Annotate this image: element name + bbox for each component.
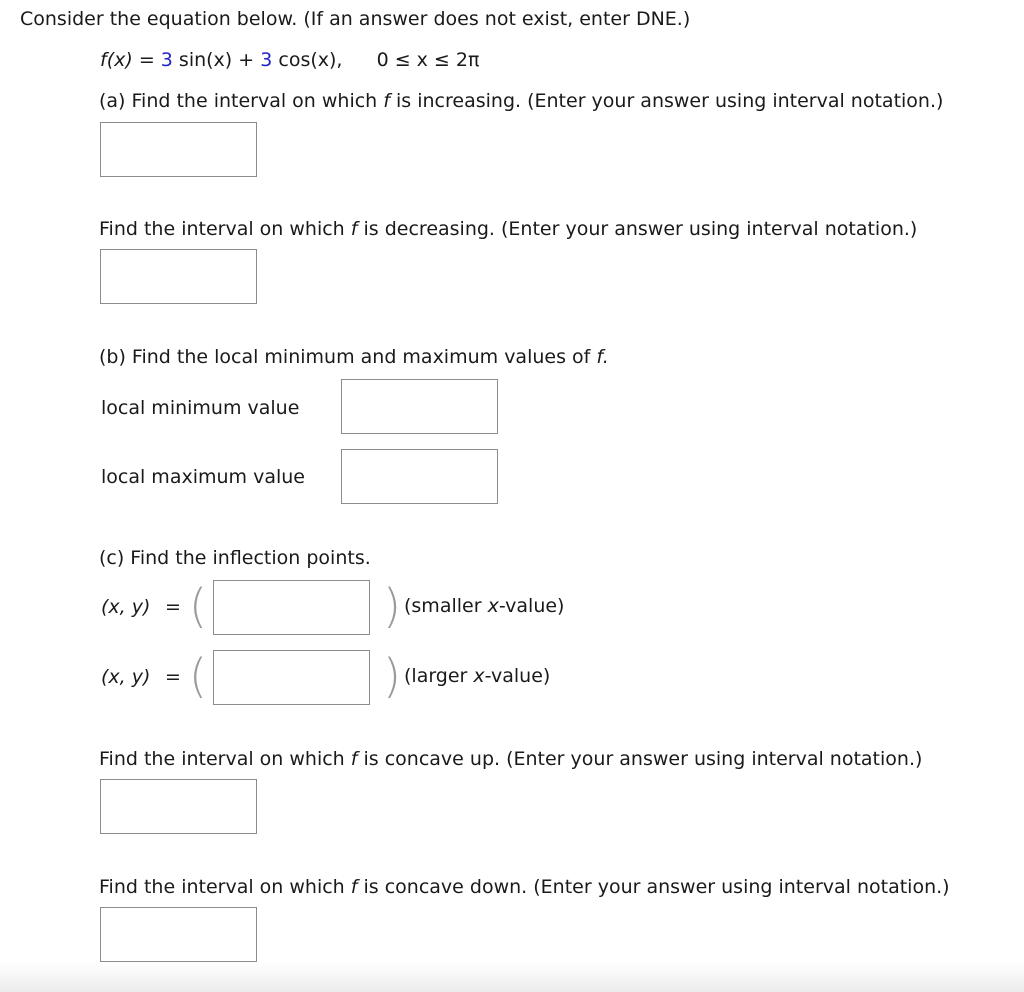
larger-x-note: (larger x-value)	[404, 665, 551, 687]
inflection-point-1-input[interactable]	[213, 580, 370, 635]
concave-down-interval-input[interactable]	[100, 907, 257, 962]
concave-down-question: Find the interval on which f is concave down. (Enter your answer using interval notation.)	[99, 876, 950, 898]
concave-up-interval-input[interactable]	[100, 779, 257, 834]
sin-term: sin(x)	[178, 49, 233, 71]
equals-sign-1: =	[165, 596, 181, 618]
inflection-point-2-input[interactable]	[213, 650, 370, 705]
local-max-label: local maximum value	[101, 466, 305, 488]
increasing-interval-input[interactable]	[100, 122, 257, 177]
decreasing-question: Find the interval on which f is decreasing. (Enter your answer using interval notation.)	[99, 218, 918, 240]
local-min-label: local minimum value	[101, 397, 300, 419]
local-min-input[interactable]	[341, 379, 498, 434]
left-paren-2: (	[189, 649, 207, 703]
local-extrema-question: (b) Find the local minimum and maximum values of f.	[99, 346, 609, 368]
intro-text: Consider the equation below. (If an answer does not exist, enter DNE.)	[20, 8, 691, 30]
coefficient-1: 3	[160, 49, 173, 71]
plus-sign: +	[238, 49, 255, 71]
xy-label-1: (x, y)	[101, 596, 151, 618]
equation-lhs: f(x)	[100, 49, 133, 71]
page-bottom-shadow	[0, 962, 1024, 992]
xy-label-2: (x, y)	[101, 666, 151, 688]
right-paren-2: )	[383, 649, 401, 703]
concave-up-question: Find the interval on which f is concave up. (Enter your answer using interval notation.)	[99, 748, 923, 770]
cos-term: cos(x),	[278, 49, 343, 71]
local-max-input[interactable]	[341, 449, 498, 504]
domain-constraint: 0 ≤ x ≤ 2π	[376, 49, 480, 71]
equals-sign-2: =	[165, 666, 181, 688]
right-paren-1: )	[383, 579, 401, 633]
smaller-x-note: (smaller x-value)	[404, 595, 565, 617]
left-paren-1: (	[189, 579, 207, 633]
equation-equals: =	[138, 49, 155, 71]
coefficient-2: 3	[260, 49, 273, 71]
decreasing-interval-input[interactable]	[100, 249, 257, 304]
equation	[100, 48, 479, 72]
increasing-question: (a) Find the interval on which f is increasing. (Enter your answer using interval notation.)	[99, 90, 944, 112]
inflection-heading: (c) Find the inflection points.	[99, 547, 371, 569]
